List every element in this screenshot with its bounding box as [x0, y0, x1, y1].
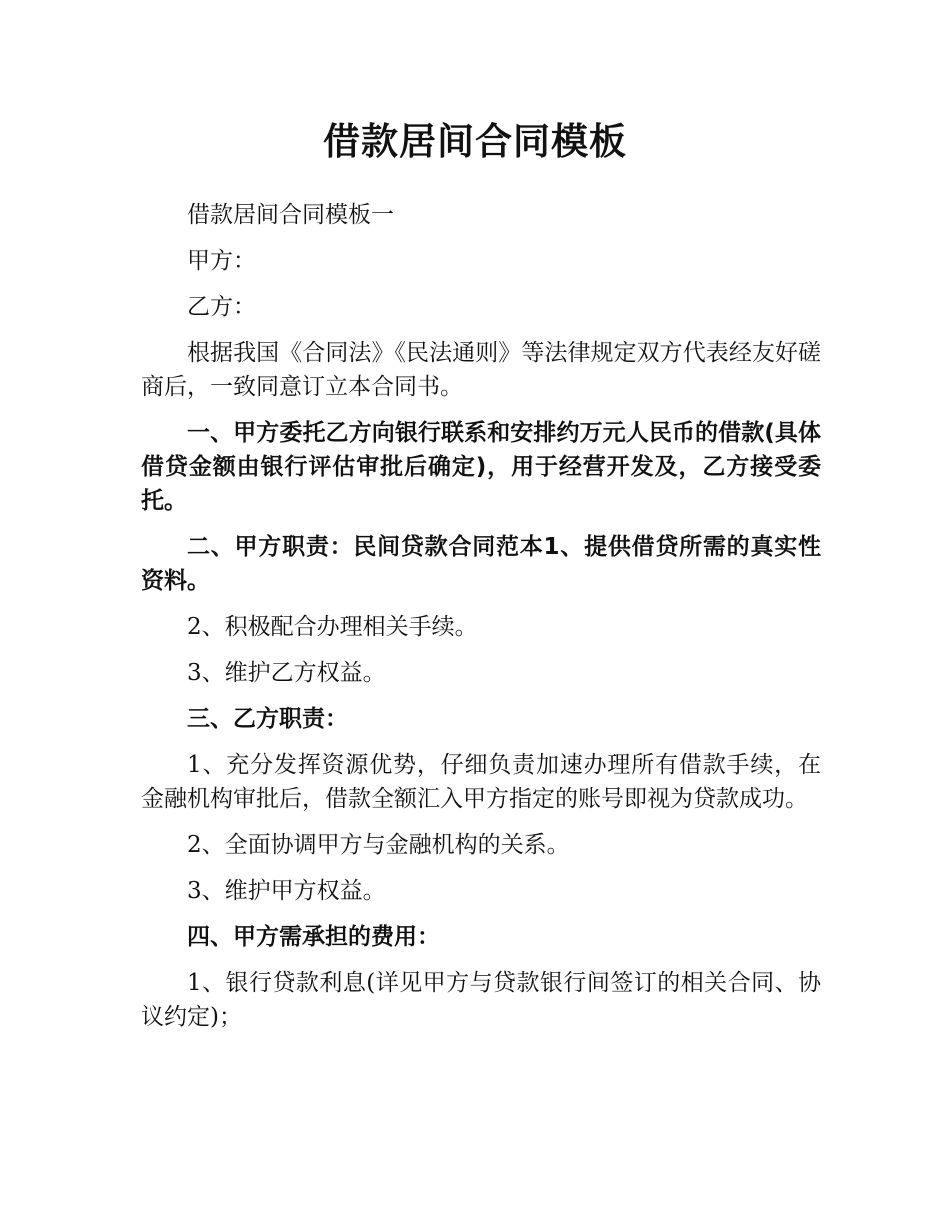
- clause-4-heading: 四、甲方需承担的费用：: [187, 924, 440, 950]
- paragraph-preamble: 根据我国《合同法》《民法通则》等法律规定双方代表经友好磋商后，一致同意订立本合同书。: [141, 340, 821, 400]
- clause-4-item-1: 1、银行贷款利息(详见甲方与贷款银行间签订的相关合同、协议约定)；: [141, 970, 821, 1030]
- document-body: [141, 198, 821, 1046]
- clause-3-item-2: 2、全面协调甲方与金融机构的关系。: [187, 832, 570, 858]
- clause-3-item-3: 3、维护甲方权益。: [187, 878, 386, 904]
- clause-2-item-3: 3、维护乙方权益。: [187, 660, 386, 686]
- clause-3-heading: 三、乙方职责：: [187, 706, 348, 732]
- clause-2-item-2: 2、积极配合办理相关手续。: [187, 614, 478, 640]
- document-title: 借款居间合同模板: [323, 120, 627, 163]
- clause-2-heading: 二、甲方职责：民间贷款合同范本1、提供借贷所需的真实性资料。: [141, 534, 821, 594]
- paragraph-subtitle: 借款居间合同模板一: [187, 202, 394, 228]
- paragraph-party-a: 甲方：: [187, 248, 256, 274]
- clause-1-heading: 一、甲方委托乙方向银行联系和安排约万元人民币的借款(具体借贷金额由银行评估审批后确定)，用于经营开发及，乙方接受委托。: [141, 420, 821, 514]
- paragraph-party-b: 乙方：: [187, 294, 256, 320]
- clause-3-item-1: 1、充分发挥资源优势，仔细负责加速办理所有借款手续，在金融机构审批后，借款全额汇入甲方指定的账号即视为贷款成功。: [141, 752, 821, 812]
